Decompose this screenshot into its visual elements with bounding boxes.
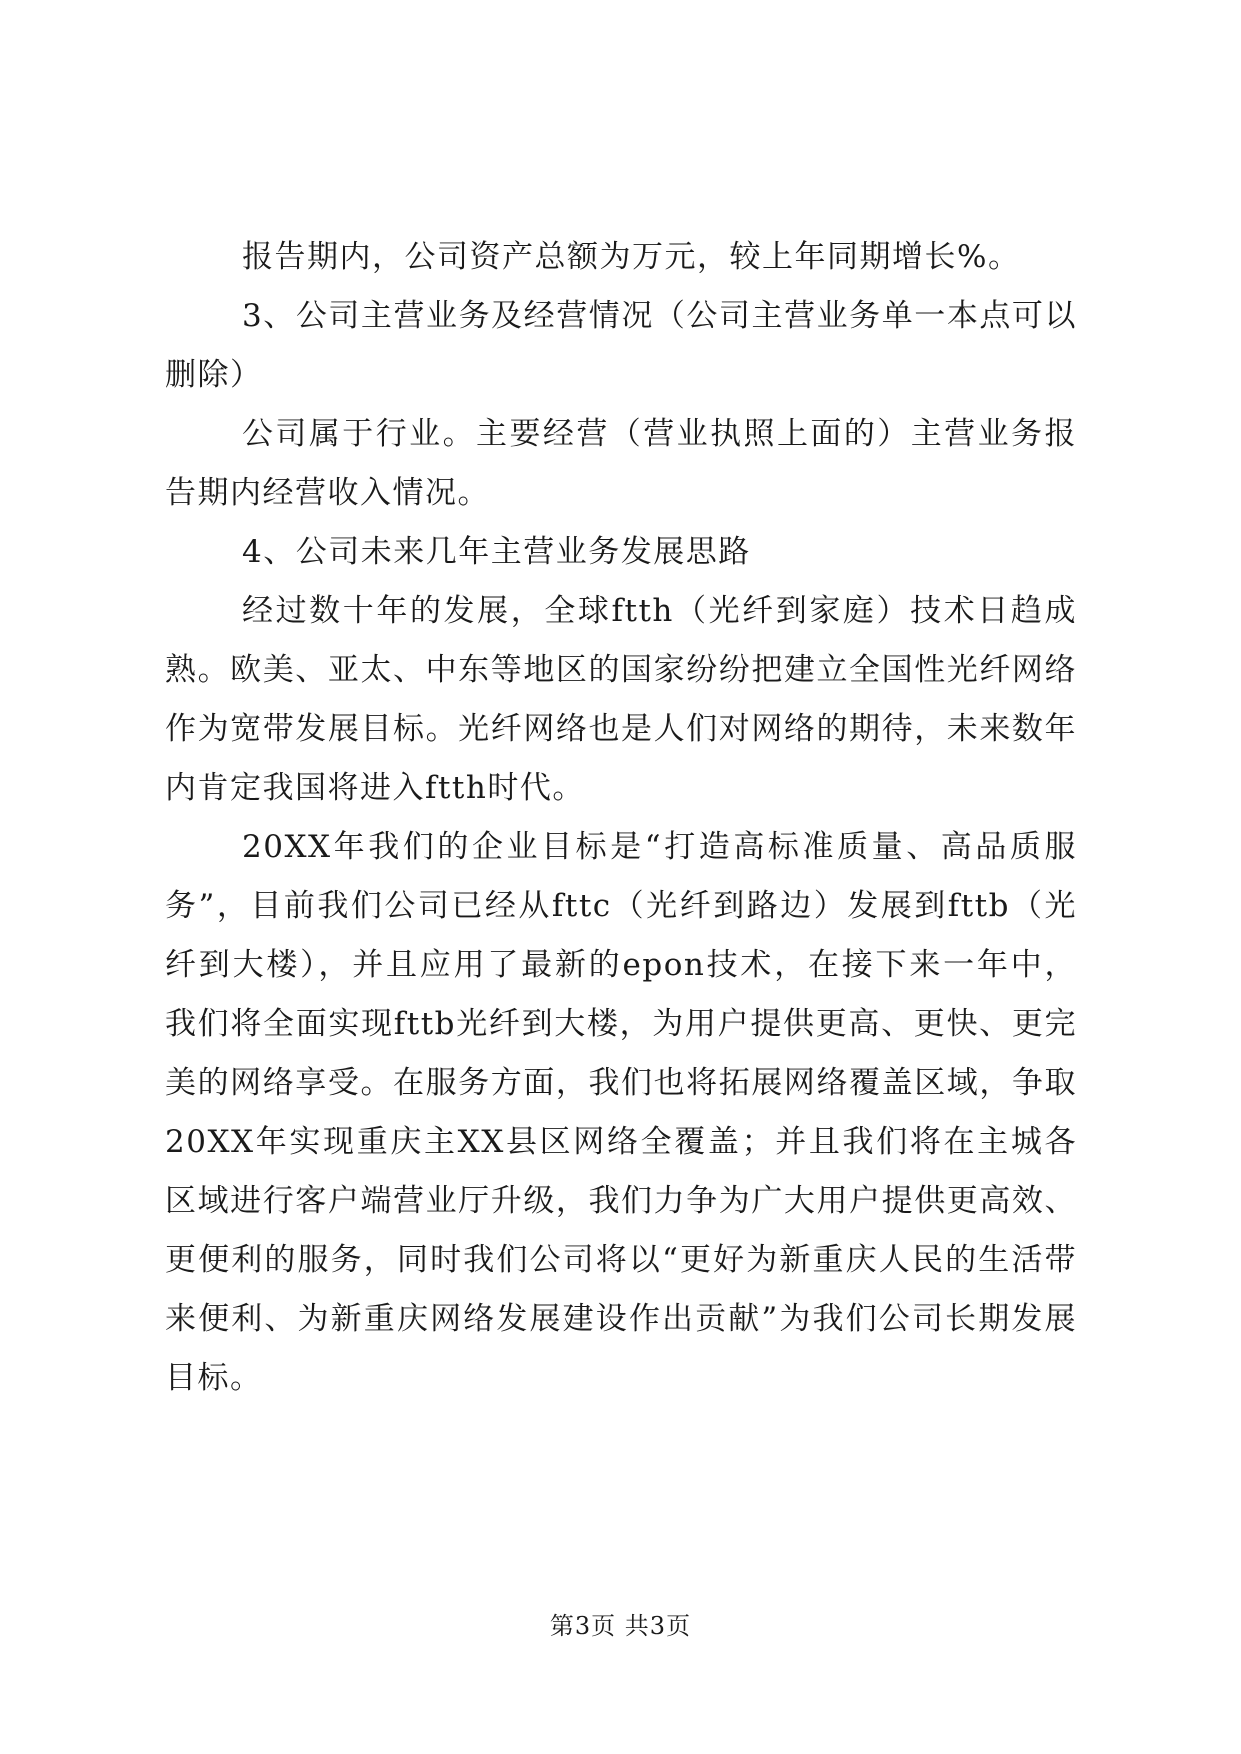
- paragraph-total-assets: 报告期内，公司资产总额为万元，较上年同期增长%。: [242, 239, 1021, 275]
- paragraph-industry: 公司属于行业。主要经营（营业执照上面的）主营业务报告期内经营收入情况。: [165, 416, 1077, 511]
- document-body: [165, 228, 1077, 1408]
- paragraph-company-goals: 20XX年我们的企业目标是“打造高标准质量、高品质服务”，目前我们公司已经从fttc（光纤到路边）发展到fttb（光纤到大楼），并且应用了最新的epon技术，在接下来一年中，我们将全面实现fttb光纤到大楼，为用户提供更高、更快、更完美的网络享受。在服务方面，我们也将拓展网络覆盖区域，争取20XX年实现重庆主XX县区网络全覆盖；并且我们将在主城各区域进行客户端营业厅升级，我们力争为广大用户提供更高效、更便利的服务，同时我们公司将以“更好为新重庆人民的生活带来便利、为新重庆网络发展建设作出贡献”为我们公司长期发展目标。: [165, 829, 1077, 1396]
- paragraph-development-heading: 4、公司未来几年主营业务发展思路: [242, 534, 751, 570]
- paragraph-main-business-heading: 3、公司主营业务及经营情况（公司主营业务单一本点可以删除）: [165, 298, 1077, 393]
- page-number-footer: 第3页 共3页: [549, 1612, 692, 1640]
- paragraph-ftth-background: 经过数十年的发展，全球ftth（光纤到家庭）技术日趋成熟。欧美、亚太、中东等地区的国家纷纷把建立全国性光纤网络作为宽带发展目标。光纤网络也是人们对网络的期待，未来数年内肯定我国将进入ftth时代。: [165, 593, 1077, 806]
